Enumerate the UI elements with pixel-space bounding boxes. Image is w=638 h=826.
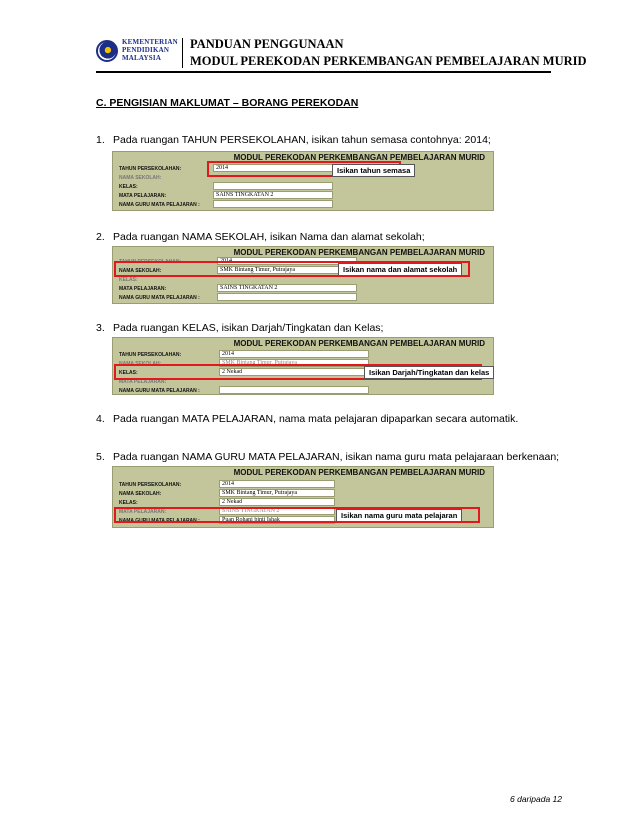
mata-pelajaran-field: SAINS TINGKATAN 2 xyxy=(213,191,333,199)
step-text: Pada ruangan TAHUN PERSEKOLAHAN, isikan tahun semasa contohnya: 2014; xyxy=(113,134,491,146)
callout-note: Isikan tahun semasa xyxy=(332,164,415,177)
form-title: MODUL PEREKODAN PERKEMBANGAN PEMBELAJARAN MURID xyxy=(233,248,485,257)
form-label: NAMA SEKOLAH: xyxy=(119,361,162,367)
form-label: NAMA GURU MATA PELAJARAN : xyxy=(119,388,200,394)
step-number: 4. xyxy=(96,413,105,425)
mata-pelajaran-field: SAINS TINGKATAN 2 xyxy=(217,284,357,292)
kelas-field[interactable] xyxy=(213,182,333,190)
sekolah-field[interactable]: SMK Bintang Timur, Putrajaya xyxy=(217,266,357,274)
step-text: Pada ruangan KELAS, isikan Darjah/Tingkatan dan Kelas; xyxy=(113,322,384,334)
step-text: Pada ruangan NAMA GURU MATA PELAJARAN, isikan nama guru mata pelajaraan berkenaan; xyxy=(113,451,560,463)
ministry-crest-icon xyxy=(96,40,118,62)
logo-text xyxy=(122,38,178,62)
step-number: 2. xyxy=(96,231,105,243)
tahun-field[interactable]: 2014 xyxy=(217,257,357,265)
guru-field[interactable] xyxy=(219,386,369,394)
tahun-field[interactable]: 2014 xyxy=(213,164,333,172)
form-label: NAMA GURU MATA PELAJARAN : xyxy=(119,295,200,301)
form-label: TAHUN PERSEKOLAHAN: xyxy=(119,352,182,358)
form-screenshot-1 xyxy=(112,151,494,211)
callout-note: Isikan Darjah/Tingkatan dan kelas xyxy=(364,366,494,379)
step-number: 1. xyxy=(96,134,105,146)
step-1 xyxy=(96,134,491,146)
sekolah-field[interactable]: SMK Bintang Timur, Putrajaya xyxy=(219,359,369,367)
form-label: MATA PELAJARAN: xyxy=(119,379,167,385)
form-label: TAHUN PERSEKOLAHAN: xyxy=(119,482,182,488)
form-label: NAMA SEKOLAH: xyxy=(119,268,162,274)
ministry-logo xyxy=(96,38,176,68)
callout-note: Isikan nama dan alamat sekolah xyxy=(338,263,462,276)
section-heading: C. PENGISIAN MAKLUMAT – BORANG PEREKODAN xyxy=(96,97,359,109)
mata-pelajaran-field: SAINS TINGKATAN 2 xyxy=(219,507,335,515)
logo-line: MALAYSIA xyxy=(122,54,162,62)
step-text: Pada ruangan MATA PELAJARAN, nama mata pelajaran dipaparkan secara automatik. xyxy=(113,413,519,425)
guru-field[interactable]: Puan Rohani binti Ishak xyxy=(219,516,335,524)
logo-line: KEMENTERIAN xyxy=(122,38,178,46)
step-4 xyxy=(96,413,518,425)
form-label: NAMA GURU MATA PELAJARAN : xyxy=(119,202,200,208)
form-label: MATA PELAJARAN: xyxy=(119,286,167,292)
form-label: TAHUN PERSEKOLAHAN: xyxy=(119,166,182,172)
tahun-field[interactable]: 2014 xyxy=(219,480,335,488)
form-label: NAMA SEKOLAH: xyxy=(119,491,162,497)
form-title: MODUL PEREKODAN PERKEMBANGAN PEMBELAJARAN MURID xyxy=(233,468,485,477)
form-label: MATA PELAJARAN: xyxy=(119,193,167,199)
header-divider xyxy=(182,38,183,68)
document-title xyxy=(190,36,587,70)
step-text: Pada ruangan NAMA SEKOLAH, isikan Nama dan alamat sekolah; xyxy=(113,231,425,243)
guru-field[interactable] xyxy=(217,293,357,301)
form-label: KELAS: xyxy=(119,500,138,506)
form-label: TAHUN PERSEKOLAHAN: xyxy=(119,259,182,265)
form-label: KELAS: xyxy=(119,184,138,190)
step-2 xyxy=(96,231,425,243)
form-title: MODUL PEREKODAN PERKEMBANGAN PEMBELAJARAN MURID xyxy=(233,153,485,162)
form-label: KELAS: xyxy=(119,277,138,283)
sekolah-field[interactable]: SMK Bintang Timur, Putrajaya xyxy=(219,489,335,497)
document-title-line1: PANDUAN PENGGUNAAN xyxy=(190,37,344,51)
guru-field[interactable] xyxy=(213,200,333,208)
form-label: KELAS: xyxy=(119,370,138,376)
step-5 xyxy=(96,451,559,463)
form-title: MODUL PEREKODAN PERKEMBANGAN PEMBELAJARAN MURID xyxy=(233,339,485,348)
form-label: NAMA SEKOLAH: xyxy=(119,175,162,181)
form-label: MATA PELAJARAN: xyxy=(119,509,167,515)
tahun-field[interactable]: 2014 xyxy=(219,350,369,358)
header-rule xyxy=(96,71,551,73)
page-number: 6 daripada 12 xyxy=(510,794,562,804)
step-number: 5. xyxy=(96,451,105,463)
callout-note: Isikan nama guru mata pelajaran xyxy=(336,509,462,522)
kelas-field[interactable]: 2 Nekad xyxy=(219,368,369,376)
step-3 xyxy=(96,322,383,334)
form-label: NAMA GURU MATA PELAJARAN : xyxy=(119,518,200,524)
kelas-field[interactable]: 2 Nekad xyxy=(219,498,335,506)
document-title-line2: MODUL PEREKODAN PERKEMBANGAN PEMBELAJARAN MURID xyxy=(190,54,587,68)
logo-line: PENDIDIKAN xyxy=(122,46,170,54)
step-number: 3. xyxy=(96,322,105,334)
